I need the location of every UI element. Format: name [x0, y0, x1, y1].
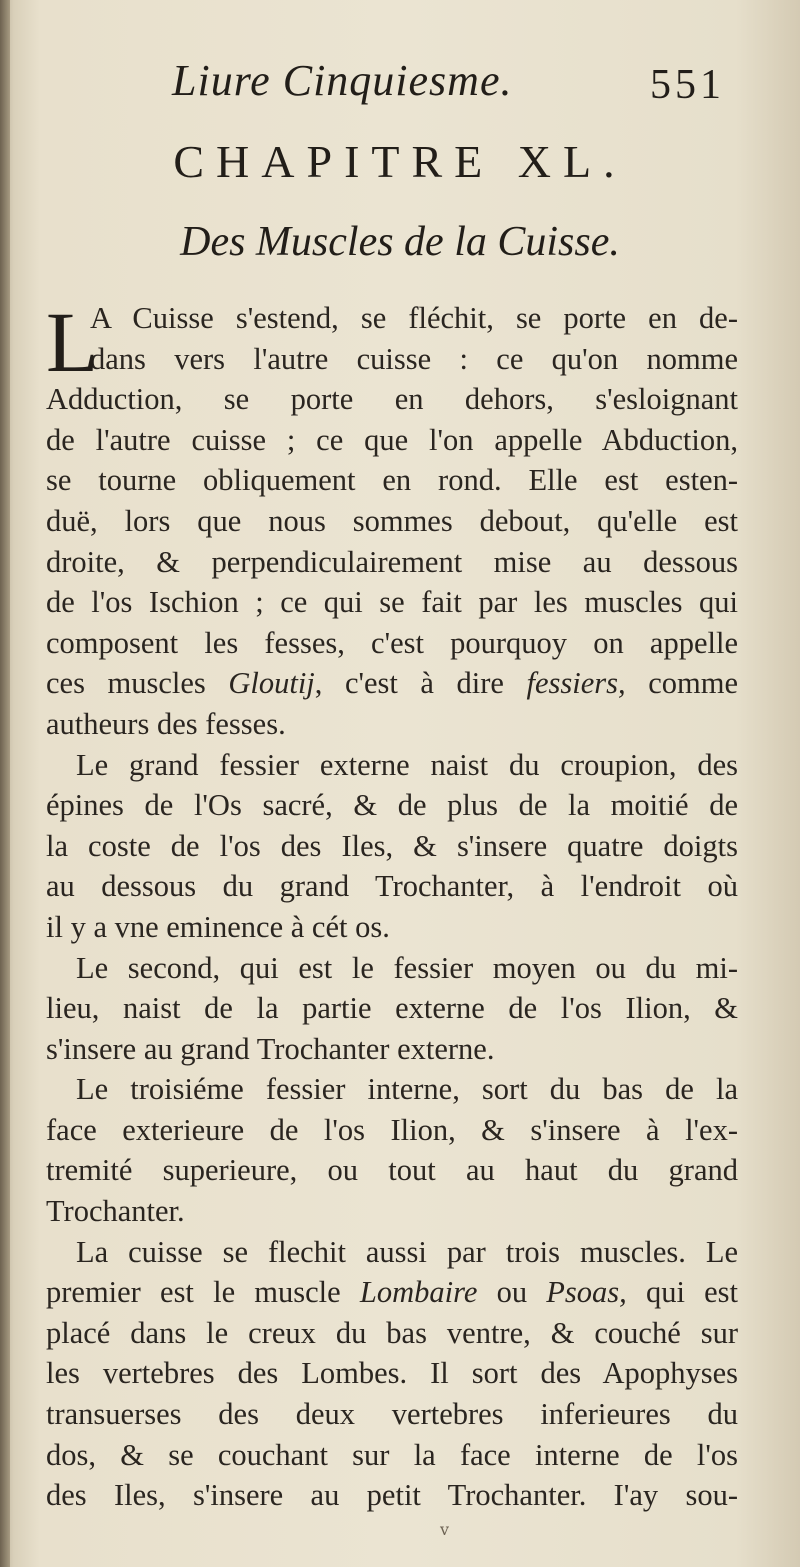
text-line: Adduction, se porte en dehors, s'esloignant [46, 382, 738, 417]
text-line: droite, & perpendiculairement mise au dessous [46, 544, 738, 579]
text-line: Trochanter. [46, 1194, 185, 1229]
text-line: A Cuisse s'estend, se fléchit, se porte en de- [90, 301, 738, 335]
text-line: Le grand fessier externe naist du croupion, des [76, 747, 738, 782]
page-header [0, 55, 800, 115]
text-line: placé dans le creux du bas ventre, & couché sur [46, 1315, 738, 1350]
text-line: face exterieure de l'os Ilion, & s'insere à l'ex- [46, 1112, 738, 1147]
text-line: composent les fesses, c'est pourquoy on appelle [46, 625, 738, 660]
running-title: Liure Cinquiesme. [172, 56, 513, 105]
text-line: se tourne obliquement en rond. Elle est esten- [46, 463, 738, 498]
text-segment: qui est [626, 1275, 739, 1310]
text-line: La cuisse se flechit aussi par trois muscles. Le [76, 1234, 738, 1269]
text-segment: , c'est à dire [314, 666, 527, 701]
drop-cap: L [46, 294, 99, 390]
italic-term: Lombaire [359, 1275, 478, 1310]
signature-mark: v [440, 1520, 450, 1539]
text-line: duë, lors que nous sommes debout, qu'elle est [46, 503, 738, 538]
text-line: les vertebres des Lombes. Il sort des Apophyses [46, 1356, 738, 1391]
text-segment: ces muscles [46, 666, 229, 701]
chapter-subtitle: Des Muscles de la Cuisse. [180, 219, 620, 265]
italic-term: fessiers, [526, 666, 626, 701]
text-line [46, 663, 738, 704]
text-line: de l'autre cuisse ; ce que l'on appelle Abduction, [46, 422, 738, 457]
text-line: lieu, naist de la partie externe de l'os Ilion, & [46, 991, 738, 1026]
text-line: Le troisiéme fessier interne, sort du bas de la [76, 1072, 738, 1107]
text-segment: comme [625, 666, 738, 701]
text-line: dos, & se couchant sur la face interne de l'os [46, 1437, 738, 1472]
page-number: 551 [650, 62, 725, 108]
text-line: des Iles, s'insere au petit Trochanter. I'ay sou- [46, 1478, 738, 1513]
text-segment: premier est le muscle [46, 1275, 360, 1310]
text-line: il y a vne eminence à cét os. [46, 909, 390, 944]
text-line: transuerses des deux vertebres inferieures du [46, 1397, 738, 1432]
italic-term: Psoas, [546, 1275, 627, 1310]
text-segment: ou [477, 1275, 547, 1310]
body-text [46, 294, 739, 1516]
text-line: la coste de l'os des Iles, & s'insere quatre doigts [46, 828, 738, 863]
text-line: Le second, qui est le fessier moyen ou du mi- [76, 950, 738, 985]
text-line [46, 1272, 738, 1313]
text-line: épines de l'Os sacré, & de plus de la moitié de [46, 788, 738, 823]
text-line: de l'os Ischion ; ce qui se fait par les muscles qui [46, 585, 738, 620]
chapter-title: CHAPITRE XL. [173, 136, 627, 187]
text-line: autheurs des fesses. [46, 706, 286, 741]
text-line: s'insere au grand Trochanter externe. [46, 1031, 495, 1066]
text-line: dans vers l'autre cuisse : ce qu'on nomme [90, 341, 738, 376]
italic-term: Gloutij [228, 666, 315, 701]
text-line: tremité superieure, ou tout au haut du grand [46, 1153, 738, 1188]
text-line: au dessous du grand Trochanter, à l'endroit où [46, 869, 738, 904]
